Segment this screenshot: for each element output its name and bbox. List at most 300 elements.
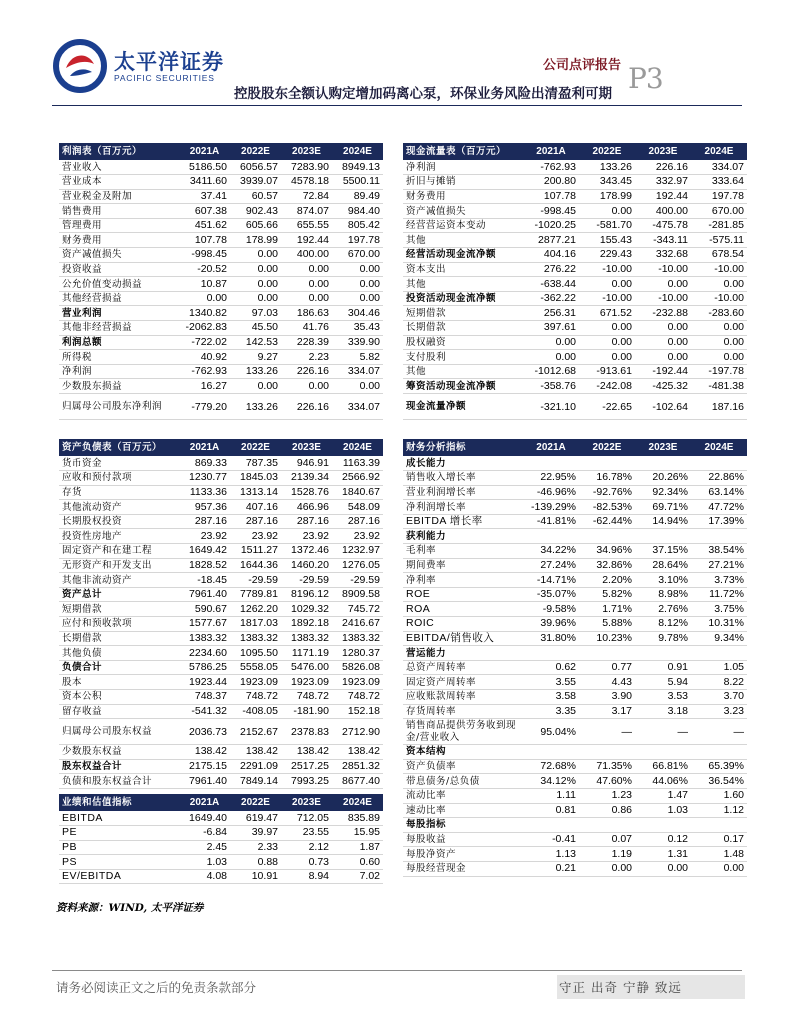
- header-divider: [52, 105, 742, 106]
- cell-value: 548.09: [332, 500, 383, 515]
- cell-value: 2036.73: [179, 719, 230, 745]
- column-header: 2022E: [230, 439, 281, 456]
- table-row: [59, 660, 383, 675]
- cell-value: 400.00: [635, 204, 691, 219]
- row-label: 投资收益: [59, 262, 179, 277]
- table-row: [403, 514, 747, 529]
- row-label: 负债和股东权益合计: [59, 774, 179, 789]
- row-label: 存货: [59, 485, 179, 500]
- cell-value: -14.71%: [523, 573, 579, 588]
- row-label: PE: [59, 826, 179, 841]
- row-label: 其他流动资产: [59, 500, 179, 515]
- cell-value: 8677.40: [332, 774, 383, 789]
- cell-value: 41.76: [281, 321, 332, 336]
- table-row: [403, 544, 747, 559]
- row-label: 少数股东权益: [59, 745, 179, 760]
- cell-value: 1840.67: [332, 485, 383, 500]
- cell-value: 1.23: [579, 788, 635, 803]
- cell-value: 256.31: [523, 306, 579, 321]
- row-label: 营业收入: [59, 160, 179, 175]
- cell-value: 8.12%: [635, 617, 691, 632]
- cell-value: 0.00: [691, 335, 747, 350]
- table-row: [59, 350, 383, 365]
- cell-value: [523, 818, 579, 833]
- cell-value: 0.00: [691, 350, 747, 365]
- cell-value: 16.27: [179, 379, 230, 394]
- row-label: EV/EBITDA: [59, 869, 179, 884]
- balance-sheet-table: [59, 439, 383, 789]
- cell-value: -29.59: [281, 573, 332, 588]
- cell-value: 2.76%: [635, 602, 691, 617]
- cell-value: -0.41: [523, 832, 579, 847]
- cell-value: 72.84: [281, 189, 332, 204]
- table-row: [403, 617, 747, 632]
- table-row: [403, 500, 747, 515]
- cell-value: 1.71%: [579, 602, 635, 617]
- cell-value: 71.35%: [579, 759, 635, 774]
- table-row: [403, 573, 747, 588]
- cell-value: 3.23: [691, 704, 747, 719]
- cell-value: 3939.07: [230, 175, 281, 190]
- row-label: 资本支出: [403, 262, 523, 277]
- cell-value: 23.92: [179, 529, 230, 544]
- cell-value: 4578.18: [281, 175, 332, 190]
- cell-value: 187.16: [691, 394, 747, 420]
- cell-value: -10.00: [635, 262, 691, 277]
- cell-value: 404.16: [523, 248, 579, 263]
- cell-value: 333.64: [691, 175, 747, 190]
- table-row: [59, 306, 383, 321]
- table-row: [403, 321, 747, 336]
- cell-value: 23.92: [281, 529, 332, 544]
- cell-value: 3.18: [635, 704, 691, 719]
- row-label: 其他经营损益: [59, 291, 179, 306]
- row-label: 所得税: [59, 350, 179, 365]
- cell-value: 2416.67: [332, 617, 383, 632]
- cell-value: 304.46: [332, 306, 383, 321]
- row-label: 营业税金及附加: [59, 189, 179, 204]
- cell-value: 0.00: [579, 204, 635, 219]
- table-row: [403, 233, 747, 248]
- row-label: 归属母公司股东净利润: [59, 394, 179, 420]
- cell-value: 332.68: [635, 248, 691, 263]
- column-header: 2021A: [179, 439, 230, 456]
- cell-value: 1230.77: [179, 471, 230, 486]
- cell-value: -242.08: [579, 379, 635, 394]
- cell-value: 1828.52: [179, 558, 230, 573]
- column-header: 2023E: [281, 143, 332, 160]
- cell-value: 334.07: [691, 160, 747, 175]
- row-label: 少数股东损益: [59, 379, 179, 394]
- cell-value: 1644.36: [230, 558, 281, 573]
- cell-value: -62.44%: [579, 514, 635, 529]
- row-label: 净利润增长率: [403, 500, 523, 515]
- cell-value: 35.43: [332, 321, 383, 336]
- cell-value: 40.92: [179, 350, 230, 365]
- cell-value: 69.71%: [635, 500, 691, 515]
- cell-value: 10.31%: [691, 617, 747, 632]
- cell-value: 6056.57: [230, 160, 281, 175]
- table-row: [59, 529, 383, 544]
- cell-value: 89.49: [332, 189, 383, 204]
- cell-value: 22.86%: [691, 471, 747, 486]
- cell-value: -192.44: [635, 364, 691, 379]
- cell-value: 16.78%: [579, 471, 635, 486]
- cell-value: -2062.83: [179, 321, 230, 336]
- row-label: 毛利率: [403, 544, 523, 559]
- cell-value: 0.00: [523, 350, 579, 365]
- cell-value: 226.16: [281, 364, 332, 379]
- cell-value: 60.57: [230, 189, 281, 204]
- row-label: 短期借款: [403, 306, 523, 321]
- cell-value: -10.00: [691, 291, 747, 306]
- cell-value: 1460.20: [281, 558, 332, 573]
- table-row: [59, 456, 383, 471]
- cell-value: 10.87: [179, 277, 230, 292]
- table-row: [59, 500, 383, 515]
- cell-value: -998.45: [179, 248, 230, 263]
- cell-value: 745.72: [332, 602, 383, 617]
- cell-value: 9.34%: [691, 631, 747, 646]
- table-row: [59, 826, 383, 841]
- table-row: [59, 869, 383, 884]
- row-label: 筹资活动现金流净额: [403, 379, 523, 394]
- table-header-row: [403, 143, 747, 160]
- cell-value: 8949.13: [332, 160, 383, 175]
- table-header-row: [59, 143, 383, 160]
- cell-value: 32.86%: [579, 558, 635, 573]
- cell-value: [635, 646, 691, 661]
- cell-value: [691, 646, 747, 661]
- cell-value: 0.77: [579, 660, 635, 675]
- cell-value: -638.44: [523, 277, 579, 292]
- cell-value: 1.60: [691, 788, 747, 803]
- cell-value: -581.70: [579, 218, 635, 233]
- column-header: 2024E: [332, 439, 383, 456]
- row-label: 期间费率: [403, 558, 523, 573]
- cell-value: 0.00: [230, 291, 281, 306]
- table-row: [403, 485, 747, 500]
- row-label: 总资产周转率: [403, 660, 523, 675]
- table-title: 财务分析指标: [403, 439, 523, 456]
- table-row: [403, 204, 747, 219]
- column-header: 2023E: [281, 439, 332, 456]
- cell-value: 192.44: [281, 233, 332, 248]
- table-row: [403, 602, 747, 617]
- cell-value: 1649.42: [179, 544, 230, 559]
- logo-text-en: PACIFIC SECURITIES: [114, 73, 215, 83]
- row-label: ROIC: [403, 617, 523, 632]
- cell-value: -283.60: [691, 306, 747, 321]
- table-row: [59, 291, 383, 306]
- table-row: [403, 660, 747, 675]
- cell-value: 22.95%: [523, 471, 579, 486]
- cell-value: -29.59: [332, 573, 383, 588]
- row-label: 负债合计: [59, 660, 179, 675]
- cell-value: 5826.08: [332, 660, 383, 675]
- cell-value: 1923.09: [230, 675, 281, 690]
- cell-value: 0.00: [230, 379, 281, 394]
- column-header: 2024E: [332, 143, 383, 160]
- column-header: 2023E: [281, 794, 332, 811]
- table-row: [59, 321, 383, 336]
- cell-value: 38.54%: [691, 544, 747, 559]
- page-number: P3: [628, 62, 663, 95]
- cell-value: [691, 745, 747, 760]
- cell-value: 4.43: [579, 675, 635, 690]
- row-label: 经营活动现金流净额: [403, 248, 523, 263]
- cell-value: 334.07: [332, 394, 383, 420]
- cell-value: 36.54%: [691, 774, 747, 789]
- table-header-row: [59, 794, 383, 811]
- cell-value: 66.81%: [635, 759, 691, 774]
- cell-value: 2712.90: [332, 719, 383, 745]
- page-header: [0, 0, 791, 110]
- row-label: ROA: [403, 602, 523, 617]
- cell-value: 31.80%: [523, 631, 579, 646]
- cell-value: -762.93: [523, 160, 579, 175]
- cell-value: -139.29%: [523, 500, 579, 515]
- table-row: [403, 189, 747, 204]
- cell-value: 2851.32: [332, 759, 383, 774]
- cell-value: 7789.81: [230, 587, 281, 602]
- cell-value: 8909.58: [332, 587, 383, 602]
- row-label: 现金流量净额: [403, 394, 523, 420]
- cell-value: 142.53: [230, 335, 281, 350]
- cell-value: -481.38: [691, 379, 747, 394]
- row-label: 投资性房地产: [59, 529, 179, 544]
- cell-value: 7.02: [332, 869, 383, 884]
- cell-value: 874.07: [281, 204, 332, 219]
- row-label: 营业利润增长率: [403, 485, 523, 500]
- cell-value: 1171.19: [281, 646, 332, 661]
- cell-value: [635, 456, 691, 471]
- table-row: [403, 788, 747, 803]
- cell-value: 1845.03: [230, 471, 281, 486]
- table-row: [403, 456, 747, 471]
- column-header: 2024E: [691, 439, 747, 456]
- cell-value: 1383.32: [281, 631, 332, 646]
- cell-value: 0.73: [281, 855, 332, 870]
- cell-value: 607.38: [179, 204, 230, 219]
- cell-value: -197.78: [691, 364, 747, 379]
- table-row: [403, 832, 747, 847]
- cell-value: 590.67: [179, 602, 230, 617]
- cell-value: 1232.97: [332, 544, 383, 559]
- cell-value: 0.00: [691, 277, 747, 292]
- cell-value: 20.26%: [635, 471, 691, 486]
- cell-value: 2152.67: [230, 719, 281, 745]
- cell-value: -10.00: [579, 291, 635, 306]
- row-label: 应付和预收款项: [59, 617, 179, 632]
- row-label: 折旧与摊销: [403, 175, 523, 190]
- table-row: [59, 175, 383, 190]
- table-row: [403, 529, 747, 544]
- row-label: 成长能力: [403, 456, 523, 471]
- cell-value: 2877.21: [523, 233, 579, 248]
- cell-value: 92.34%: [635, 485, 691, 500]
- cell-value: 152.18: [332, 704, 383, 719]
- row-label: 投资活动现金流净额: [403, 291, 523, 306]
- cell-value: 0.21: [523, 861, 579, 876]
- valuation-table: [59, 794, 383, 884]
- table-row: [403, 631, 747, 646]
- row-label: 资本公积: [59, 690, 179, 705]
- cell-value: 1.03: [179, 855, 230, 870]
- cell-value: 3.53: [635, 690, 691, 705]
- cell-value: —: [635, 719, 691, 745]
- cell-value: 97.03: [230, 306, 281, 321]
- table-row: [403, 277, 747, 292]
- cell-value: -1020.25: [523, 218, 579, 233]
- table-row: [59, 364, 383, 379]
- table-row: [59, 573, 383, 588]
- cell-value: 15.95: [332, 826, 383, 841]
- column-header: 2022E: [579, 439, 635, 456]
- cell-value: 9.78%: [635, 631, 691, 646]
- cell-value: 957.36: [179, 500, 230, 515]
- column-header: 2021A: [179, 794, 230, 811]
- cell-value: 0.00: [230, 277, 281, 292]
- row-label: 其他负债: [59, 646, 179, 661]
- cell-value: 27.24%: [523, 558, 579, 573]
- cell-value: 1.03: [635, 803, 691, 818]
- row-label: 支付股利: [403, 350, 523, 365]
- cell-value: -232.88: [635, 306, 691, 321]
- cell-value: 2234.60: [179, 646, 230, 661]
- cell-value: 2.45: [179, 840, 230, 855]
- cell-value: 0.00: [691, 861, 747, 876]
- cell-value: 226.16: [281, 394, 332, 420]
- cell-value: [579, 745, 635, 760]
- cell-value: 3411.60: [179, 175, 230, 190]
- table-row: [403, 350, 747, 365]
- cell-value: 7993.25: [281, 774, 332, 789]
- cell-value: -20.52: [179, 262, 230, 277]
- cell-value: -425.32: [635, 379, 691, 394]
- cell-value: 287.16: [230, 514, 281, 529]
- data-source-note: 资料来源：WIND, 太平洋证券: [56, 902, 204, 914]
- table-row: [59, 631, 383, 646]
- table-row: [403, 335, 747, 350]
- row-label: 每股收益: [403, 832, 523, 847]
- report-type-label: 公司点评报告: [542, 58, 621, 73]
- table-row: [403, 558, 747, 573]
- row-label: 销售商品提供劳务收到现金/营业收入: [403, 719, 523, 745]
- cell-value: 34.22%: [523, 544, 579, 559]
- table-row: [403, 759, 747, 774]
- cell-value: 2175.15: [179, 759, 230, 774]
- cell-value: 3.90: [579, 690, 635, 705]
- cell-value: 1.13: [523, 847, 579, 862]
- table-row: [59, 233, 383, 248]
- cell-value: 748.72: [332, 690, 383, 705]
- table-row: [59, 218, 383, 233]
- cell-value: 178.99: [230, 233, 281, 248]
- income-statement-table: [59, 143, 383, 420]
- cell-value: 748.37: [179, 690, 230, 705]
- column-header: 2023E: [635, 143, 691, 160]
- row-label: 固定资产和在建工程: [59, 544, 179, 559]
- cell-value: 343.45: [579, 175, 635, 190]
- cell-value: 155.43: [579, 233, 635, 248]
- cell-value: —: [691, 719, 747, 745]
- cell-value: 5558.05: [230, 660, 281, 675]
- cell-value: 748.72: [281, 690, 332, 705]
- cell-value: 2139.34: [281, 471, 332, 486]
- cell-value: [523, 529, 579, 544]
- table-row: [403, 248, 747, 263]
- cell-value: 37.15%: [635, 544, 691, 559]
- cell-value: -408.05: [230, 704, 281, 719]
- cell-value: 3.55: [523, 675, 579, 690]
- cell-value: 1923.09: [281, 675, 332, 690]
- row-label: 净利润: [59, 364, 179, 379]
- cell-value: 7283.90: [281, 160, 332, 175]
- table-row: [59, 544, 383, 559]
- row-label: 其他: [403, 364, 523, 379]
- cell-value: -998.45: [523, 204, 579, 219]
- row-label: 获利能力: [403, 529, 523, 544]
- table-row: [59, 335, 383, 350]
- cell-value: -362.22: [523, 291, 579, 306]
- cell-value: 1528.76: [281, 485, 332, 500]
- row-label: 营业成本: [59, 175, 179, 190]
- cell-value: 3.35: [523, 704, 579, 719]
- row-label: EBITDA/销售收入: [403, 631, 523, 646]
- table-row: [403, 675, 747, 690]
- cell-value: -541.32: [179, 704, 230, 719]
- cell-value: [523, 646, 579, 661]
- cell-value: 228.39: [281, 335, 332, 350]
- cell-value: 5786.25: [179, 660, 230, 675]
- cell-value: 107.78: [179, 233, 230, 248]
- cell-value: 2378.83: [281, 719, 332, 745]
- cell-value: 8196.12: [281, 587, 332, 602]
- cell-value: -1012.68: [523, 364, 579, 379]
- table-row: [403, 379, 747, 394]
- cell-value: 0.00: [332, 262, 383, 277]
- row-label: PB: [59, 840, 179, 855]
- table-header-row: [59, 439, 383, 456]
- table-row: [403, 160, 747, 175]
- cell-value: 34.12%: [523, 774, 579, 789]
- cell-value: 5500.11: [332, 175, 383, 190]
- table-row: [59, 248, 383, 263]
- cell-value: 133.26: [230, 394, 281, 420]
- cell-value: 1.47: [635, 788, 691, 803]
- row-label: EBITDA: [59, 811, 179, 826]
- cell-value: 1817.03: [230, 617, 281, 632]
- column-header: 2022E: [579, 143, 635, 160]
- cell-value: -762.93: [179, 364, 230, 379]
- cell-value: 835.89: [332, 811, 383, 826]
- cell-value: 10.23%: [579, 631, 635, 646]
- table-title: 业绩和估值指标: [59, 794, 179, 811]
- cell-value: 1340.82: [179, 306, 230, 321]
- row-label: 股东权益合计: [59, 759, 179, 774]
- cell-value: -281.85: [691, 218, 747, 233]
- cell-value: 0.00: [230, 248, 281, 263]
- footer-motto: 守正 出奇 宁静 致远: [557, 975, 745, 999]
- cell-value: 63.14%: [691, 485, 747, 500]
- cell-value: 1133.36: [179, 485, 230, 500]
- column-header: 2021A: [523, 143, 579, 160]
- cell-value: -92.76%: [579, 485, 635, 500]
- cell-value: 0.00: [691, 321, 747, 336]
- cell-value: 5186.50: [179, 160, 230, 175]
- cell-value: 869.33: [179, 456, 230, 471]
